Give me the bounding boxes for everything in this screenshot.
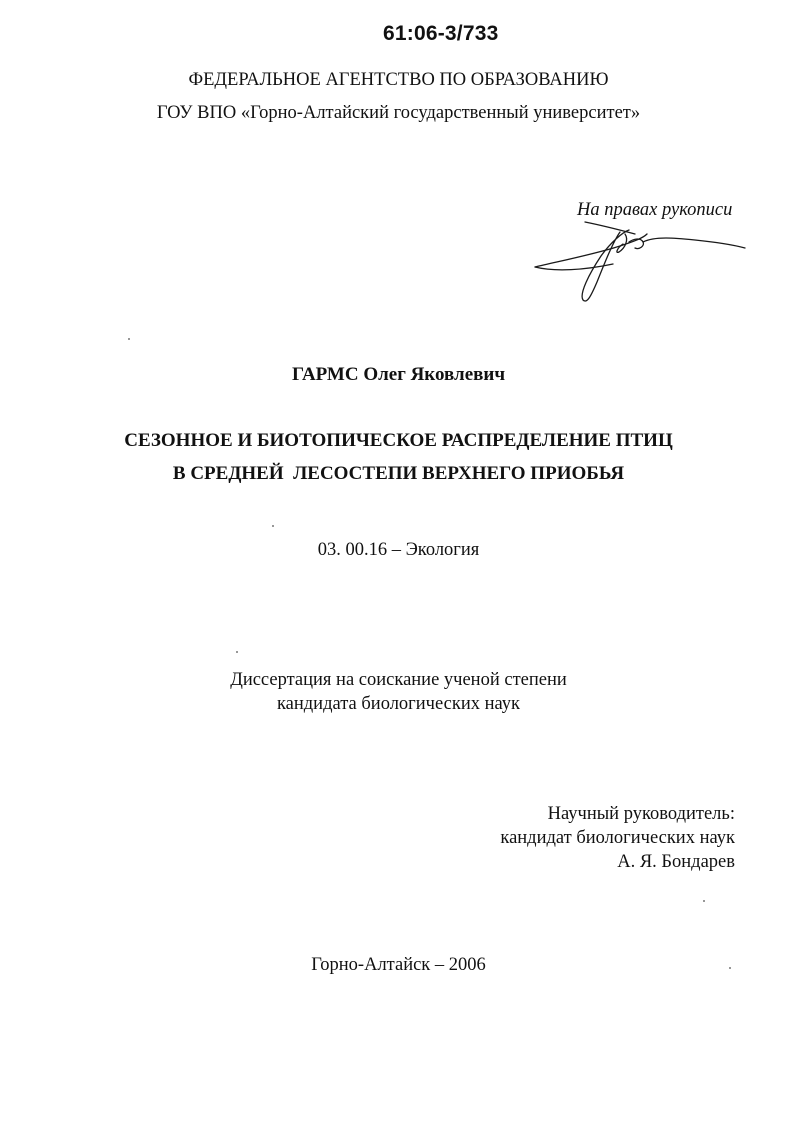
author-name: ГАРМС Олег Яковлевич xyxy=(291,364,506,385)
scan-speck xyxy=(236,651,238,653)
supervisor-credential: кандидат биологических наук xyxy=(500,828,735,848)
specialty-code: 03. 00.16 – Экология xyxy=(317,540,480,560)
place-year: Горно-Алтайск – 2006 xyxy=(311,955,486,975)
supervisor-name: А. Я. Бондарев xyxy=(617,852,735,872)
agency-name: ФЕДЕРАЛЬНОЕ АГЕНТСТВО ПО ОБРАЗОВАНИЮ xyxy=(188,70,609,90)
dissertation-title-line-2: В СРЕДНЕЙ ЛЕСОСТЕПИ ВЕРХНЕГО ПРИОБЬЯ xyxy=(172,463,625,484)
handwritten-signature-icon xyxy=(525,212,755,308)
scan-speck xyxy=(729,967,731,969)
manuscript-note: На правах рукописи xyxy=(577,200,733,220)
scan-speck xyxy=(272,525,274,527)
dissertation-title-line-1: СЕЗОННОЕ И БИОТОПИЧЕСКОЕ РАСПРЕДЕЛЕНИЕ ПТИЦ xyxy=(124,430,673,451)
scan-speck xyxy=(703,900,705,902)
scan-speck xyxy=(128,338,130,340)
archive-code: 61:06-3/733 xyxy=(383,22,499,45)
university-name: ГОУ ВПО «Горно-Алтайский государственный университет» xyxy=(156,103,641,123)
degree-line-2: кандидата биологических наук xyxy=(276,694,521,714)
degree-line-1: Диссертация на соискание ученой степени xyxy=(230,670,567,690)
supervisor-role: Научный руководитель: xyxy=(547,804,735,824)
supervisor-block xyxy=(500,802,735,874)
